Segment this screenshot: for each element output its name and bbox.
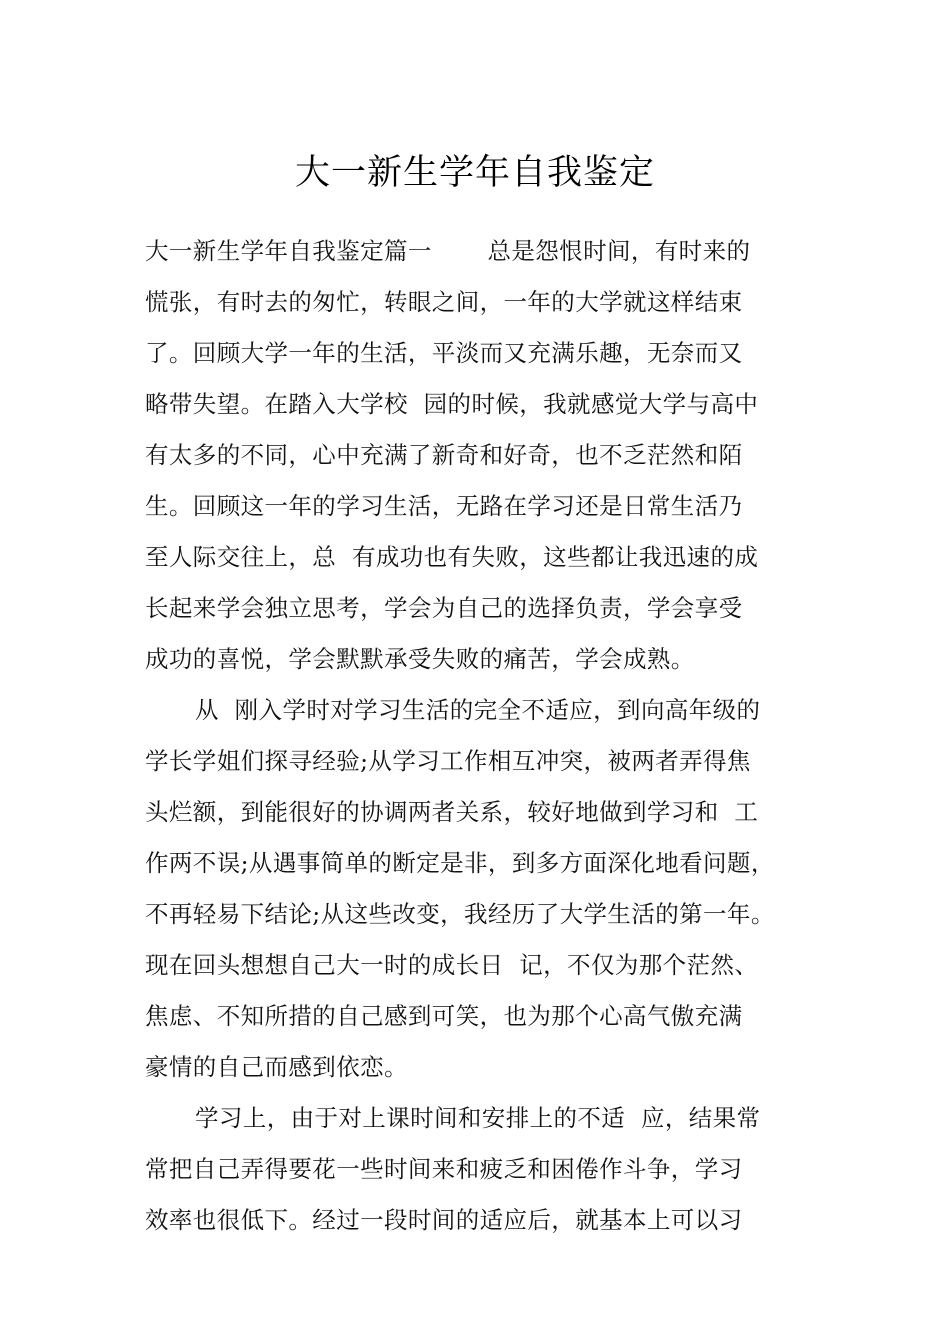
text-line: 头烂额，到能很好的协调两者关系，较好地做到学习和 工 <box>145 798 759 826</box>
document-title: 大一新生学年自我鉴定 <box>294 153 655 194</box>
text-line: 至人际交往上，总 有成功也有失败，这些都让我迅速的成 <box>145 543 759 571</box>
paragraph-first-line: 学习上，由于对上课时间和安排上的不适 应，结果常 <box>195 1104 761 1132</box>
text-line: 了。回顾大学一年的生活，平淡而又充满乐趣，无奈而又 <box>145 339 743 367</box>
text-line: 略带失望。在踏入大学校 园的时候，我就感觉大学与高中 <box>145 390 759 418</box>
text-line: 不再轻易下结论;从这些改变，我经历了大学生活的第一年。 <box>145 900 775 928</box>
text-line: 成功的喜悦，学会默默承受失败的痛苦，学会成熟。 <box>145 645 695 673</box>
text-line: 豪情的自己而感到依恋。 <box>145 1053 408 1081</box>
document-body <box>145 226 810 1246</box>
text-line: 长起来学会独立思考，学会为自己的选择负责，学会享受 <box>145 594 743 622</box>
paragraph-first-line: 从 刚入学时对学习生活的完全不适应，到向高年级的 <box>195 696 761 724</box>
text-line: 作两不误;从遇事简单的断定是非，到多方面深化地看问题， <box>145 849 775 877</box>
text-line: 大一新生学年自我鉴定篇一 总是怨恨时间，有时来的 <box>145 237 751 265</box>
text-line: 生。回顾这一年的学习生活，无路在学习还是日常生活乃 <box>145 492 743 520</box>
text-line: 常把自己弄得要花一些时间来和疲乏和困倦作斗争，学习 <box>145 1155 743 1183</box>
text-line: 焦虑、不知所措的自己感到可笑，也为那个心高气傲充满 <box>145 1002 743 1030</box>
text-line: 有太多的不同，心中充满了新奇和好奇，也不乏茫然和陌 <box>145 441 743 469</box>
text-line: 学长学姐们探寻经验;从学习工作相互冲突，被两者弄得焦 <box>145 747 751 775</box>
text-line: 效率也很低下。经过一段时间的适应后，就基本上可以习 <box>145 1206 743 1234</box>
text-line: 现在回头想想自己大一时的成长日 记，不仅为那个茫然、 <box>145 951 759 979</box>
text-line: 慌张，有时去的匆忙，转眼之间，一年的大学就这样结束 <box>145 288 743 316</box>
